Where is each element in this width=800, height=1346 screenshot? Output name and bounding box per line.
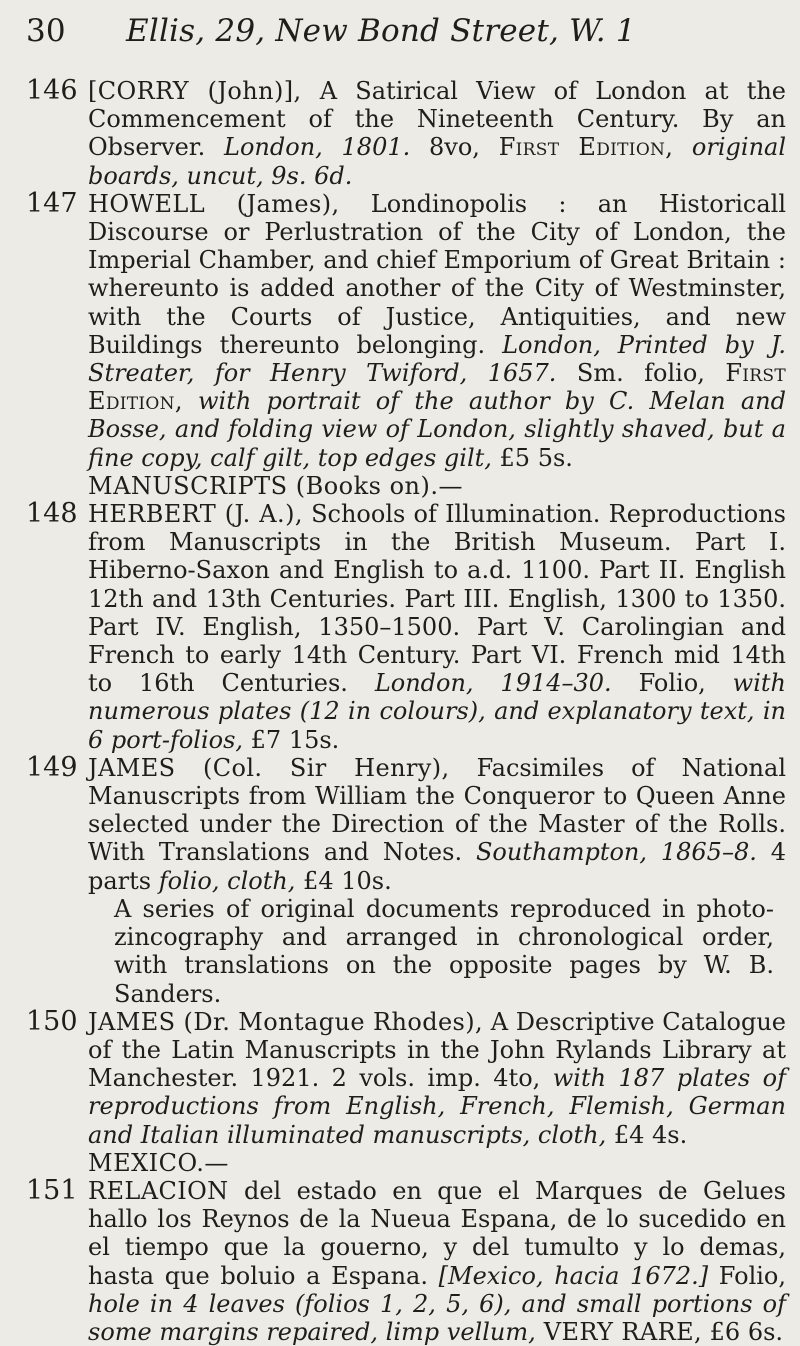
entry-format: Sm. folio, <box>556 359 726 388</box>
page-number: 30 <box>26 13 66 49</box>
entry-author: JAMES (Dr. Montague Rhodes), <box>88 1007 484 1036</box>
entry-condition: folio, cloth, <box>158 866 296 895</box>
entry-text <box>88 190 786 472</box>
running-header <box>26 12 780 50</box>
catalogue-entry <box>26 187 787 472</box>
catalogue-entry <box>26 1174 787 1346</box>
entry-price: £5 5s. <box>491 443 573 472</box>
entry-condition: with numerous plates (12 in colours), and explanatory text, in 6 port-folios, <box>88 669 786 754</box>
entry-text <box>88 1177 786 1346</box>
entry-author: JAMES (Col. Sir Henry), <box>88 753 450 782</box>
entry-imprint: London, Printed by J. Streater, for Henry Twiford, 1657. <box>88 330 786 388</box>
entry-condition: with 187 plates of reproductions from English, French, Flemish, German and Italian illuminated manuscripts, cloth, <box>88 1064 787 1149</box>
entry-imprint: London, 1801. <box>224 133 411 162</box>
entry-description: A Descriptive Catalogue of the Latin Manuscripts in the John Rylands Library at Manchester. 1921. 2 vols. imp. 4to, <box>88 1007 786 1093</box>
entry-edition: First Edition, <box>498 133 674 162</box>
entry-text <box>88 1008 786 1149</box>
entry-author: [CORRY (John)], <box>88 77 302 105</box>
entry-price: £7 15s. <box>243 725 340 754</box>
entry-number: 146 <box>26 75 78 106</box>
entry-condition: original boards, uncut, 9s. 6d. <box>88 133 787 190</box>
entry-number: 148 <box>26 498 78 530</box>
entry-price: £4 10s. <box>295 866 392 895</box>
section-heading-mexico: MEXICO.— <box>88 1148 229 1177</box>
entry-price: £6 6s. <box>702 1317 784 1346</box>
entry-description: Facsimiles of National Manuscripts from William the Conqueror to Queen Anne selected under the Direction of the Master of the Rolls. With Translations and Notes. <box>88 753 786 867</box>
catalogue-entry <box>26 77 786 190</box>
entry-format: 4 parts <box>88 838 786 895</box>
entry-text <box>88 754 786 895</box>
entry-description: Londinopolis : an Historicall Discourse or Perlustration of the City of London, the Imperial Chamber, and chief Emporium of Great Britain : whereunto is added another of the City of Westminster, with the Courts of Justice, Antiquities, and new Buildings thereunto belonging. <box>88 189 787 359</box>
entry-description: A Satirical View of London at the Commencement of the Nineteenth Century. By an Observer. <box>88 77 786 162</box>
entry-text <box>88 500 786 754</box>
entry-number: 147 <box>26 187 78 219</box>
entry-format: Folio, <box>708 1261 787 1290</box>
catalogue-entry <box>26 500 786 754</box>
entry-rarity: VERY RARE, <box>535 1317 703 1346</box>
catalogue-entry <box>26 751 786 895</box>
entry-format: Folio, <box>611 669 733 698</box>
entry-author: HOWELL (James), <box>88 189 340 218</box>
entry-description: Schools of Illumination. Reproductions from Manuscripts in the British Museum. Part I. Hiberno-Saxon and English to a.d. 1100. Part II. English 12th and 13th Centuries. Part III. English, 1300 to 1350. Part IV. English, 1350–1500. Part V. Carolingian and French to early 14th Century. Part VI. French mid 14th to 16th Centuries. <box>88 500 786 698</box>
entry-description: del estado en que el Marques de Gelues hallo los Reynos de la Nueua Espana, de lo sucedido en el tiempo que la gouerno, y del tumulto y lo demas, hasta que boluio a Espana. <box>88 1176 786 1290</box>
entry-text <box>88 77 786 190</box>
entry-note: A series of original documents reproduced in photo-zincography and arranged in chronological order, with translations on the opposite pages by W. B. Sanders. <box>114 894 774 1008</box>
entry-condition: with portrait of the author by C. Melan and Bosse, and folding view of London, slightly shaved, but a fine copy, calf gilt, top edges gilt, <box>88 387 786 472</box>
entry-edition: First Edition, <box>88 359 786 416</box>
entry-imprint: Southampton, 1865–8. <box>475 838 757 867</box>
entry-imprint: London, 1914–30. <box>374 669 612 698</box>
entry-author: HERBERT (J. A.), <box>88 500 303 529</box>
entry-number: 151 <box>26 1174 78 1206</box>
entry-price: £4 4s. <box>606 1120 688 1149</box>
entry-list <box>26 77 786 1346</box>
section-heading-manuscripts: MANUSCRIPTS (Books on).— <box>88 471 463 500</box>
header-title: Ellis, 29, New Bond Street, W. 1 <box>126 13 636 49</box>
entry-number: 150 <box>26 1005 78 1037</box>
catalogue-entry <box>26 1005 787 1149</box>
entry-number: 149 <box>26 751 78 783</box>
entry-format: 8vo, <box>410 133 499 162</box>
entry-author: RELACION <box>88 1176 229 1205</box>
entry-condition: hole in 4 leaves (folios 1, 2, 5, 6), and small portions of some margins repaired, limp vellum, <box>88 1289 786 1346</box>
entry-imprint: [Mexico, hacia 1672.] <box>438 1261 709 1290</box>
